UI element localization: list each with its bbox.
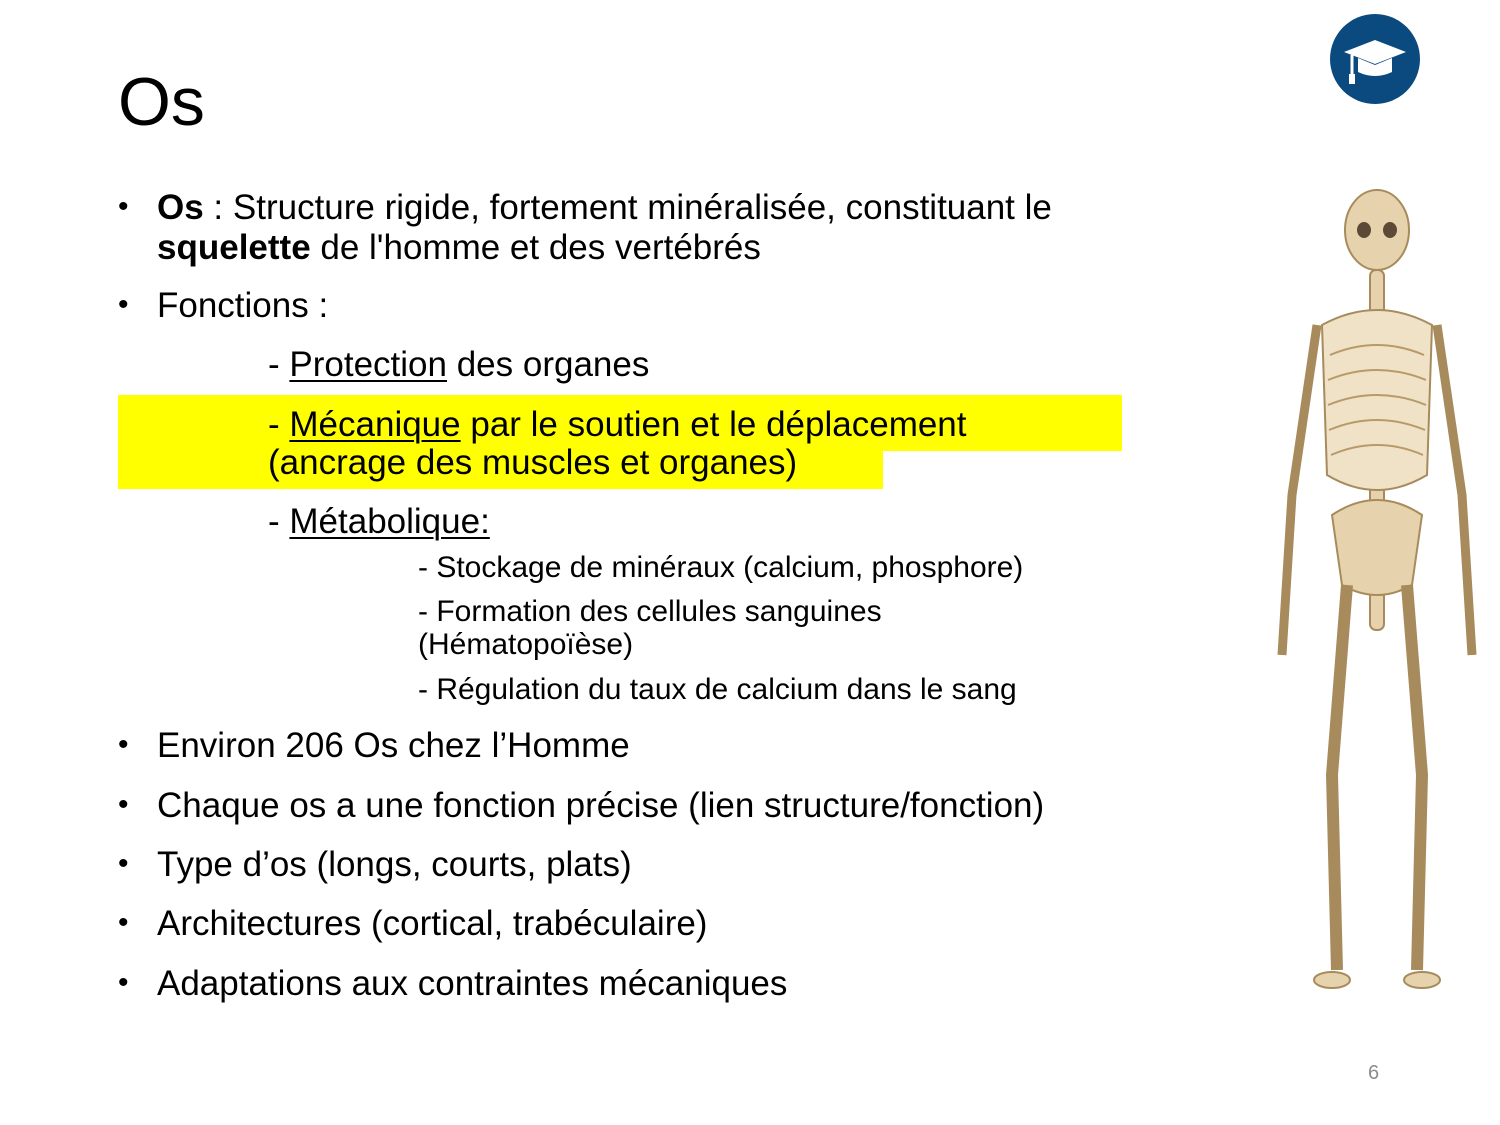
bullet-adaptations: Adaptations aux contraintes mécaniques <box>157 964 788 1003</box>
metabolic-item-storage: - Stockage de minéraux (calcium, phosphore) <box>418 551 1024 584</box>
bullet-types: Type d’os (longs, courts, plats) <box>157 845 632 884</box>
bullet-dot: • <box>118 966 129 999</box>
page-number: 6 <box>1368 1062 1380 1084</box>
bullet-architectures: Architectures (cortical, trabéculaire) <box>157 904 708 943</box>
bullet-fonctions: Fonctions : <box>157 286 329 325</box>
skeleton-image <box>1262 185 1492 1000</box>
bullet-os-definition-line2: squelette de l'homme et des vertébrés <box>157 228 761 267</box>
bullet-function: Chaque os a une fonction précise (lien structure/fonction) <box>157 786 1045 825</box>
bullet-os-definition: Os : Structure rigide, fortement minéralisée, constituant le <box>157 188 1052 227</box>
slide-title: Os <box>118 64 205 140</box>
logo <box>1330 14 1420 104</box>
bullet-dot: • <box>118 190 129 223</box>
metabolic-item-regulation: - Régulation du taux de calcium dans le sang <box>418 673 1017 706</box>
metabolic-item-formation-line2: (Hématopoïèse) <box>418 628 634 661</box>
bullet-dot: • <box>118 847 129 880</box>
bullet-dot: • <box>118 906 129 939</box>
bullet-dot: • <box>118 288 129 321</box>
graduation-cap-icon <box>1330 14 1420 104</box>
metabolic-item-formation: - Formation des cellules sanguines <box>418 595 882 628</box>
function-metabolique: - Métabolique: <box>268 502 490 541</box>
function-mecanique: - Mécanique par le soutien et le déplacement <box>268 405 967 444</box>
bullet-206-bones: Environ 206 Os chez l’Homme <box>157 726 630 765</box>
function-protection: - Protection des organes <box>268 345 650 384</box>
bullet-dot: • <box>118 788 129 821</box>
bullet-dot: • <box>118 728 129 761</box>
function-mecanique-line2: (ancrage des muscles et organes) <box>268 443 798 482</box>
